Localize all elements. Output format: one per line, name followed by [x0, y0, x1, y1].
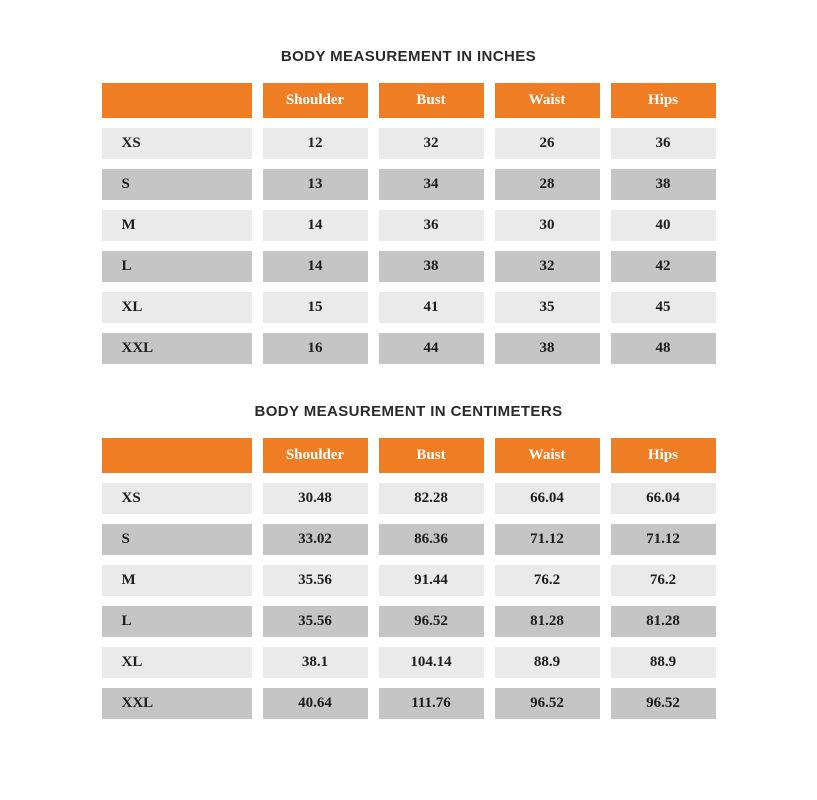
value-cell-waist: 32	[495, 251, 600, 282]
value-cell-waist: 88.9	[495, 647, 600, 678]
value-cell-bust: 91.44	[379, 565, 484, 596]
value-cell-hips: 81.28	[611, 606, 716, 637]
inches-section	[0, 48, 817, 364]
value-cell-hips: 88.9	[611, 647, 716, 678]
value-cell-waist: 35	[495, 292, 600, 323]
value-cell-hips: 66.04	[611, 483, 716, 514]
value-cell-shoulder: 40.64	[263, 688, 368, 719]
value-cell-shoulder: 38.1	[263, 647, 368, 678]
value-cell-hips: 71.12	[611, 524, 716, 555]
value-cell-bust: 44	[379, 333, 484, 364]
value-cell-hips: 76.2	[611, 565, 716, 596]
value-cell-bust: 104.14	[379, 647, 484, 678]
value-cell-shoulder: 35.56	[263, 606, 368, 637]
column-header-shoulder: Shoulder	[263, 83, 368, 118]
value-cell-hips: 48	[611, 333, 716, 364]
column-header-shoulder: Shoulder	[263, 438, 368, 473]
value-cell-waist: 26	[495, 128, 600, 159]
value-cell-shoulder: 14	[263, 251, 368, 282]
size-label-cell-m: M	[102, 210, 252, 241]
value-cell-shoulder: 12	[263, 128, 368, 159]
value-cell-shoulder: 15	[263, 292, 368, 323]
size-label-cell-m: M	[102, 565, 252, 596]
value-cell-hips: 40	[611, 210, 716, 241]
value-cell-shoulder: 14	[263, 210, 368, 241]
value-cell-hips: 45	[611, 292, 716, 323]
column-header-hips: Hips	[611, 83, 716, 118]
value-cell-waist: 96.52	[495, 688, 600, 719]
value-cell-bust: 32	[379, 128, 484, 159]
centimeters-section	[0, 403, 817, 719]
value-cell-shoulder: 35.56	[263, 565, 368, 596]
value-cell-waist: 66.04	[495, 483, 600, 514]
value-cell-bust: 82.28	[379, 483, 484, 514]
size-label-cell-l: L	[102, 251, 252, 282]
size-label-cell-xl: XL	[102, 647, 252, 678]
size-label-cell-xs: XS	[102, 128, 252, 159]
value-cell-bust: 38	[379, 251, 484, 282]
value-cell-bust: 36	[379, 210, 484, 241]
size-label-cell-xl: XL	[102, 292, 252, 323]
value-cell-bust: 111.76	[379, 688, 484, 719]
value-cell-waist: 28	[495, 169, 600, 200]
column-header-waist: Waist	[495, 438, 600, 473]
value-cell-shoulder: 30.48	[263, 483, 368, 514]
value-cell-waist: 38	[495, 333, 600, 364]
column-header-bust: Bust	[379, 83, 484, 118]
value-cell-bust: 96.52	[379, 606, 484, 637]
value-cell-waist: 76.2	[495, 565, 600, 596]
value-cell-bust: 34	[379, 169, 484, 200]
centimeters-size-table	[102, 438, 716, 719]
value-cell-bust: 86.36	[379, 524, 484, 555]
inches-size-table	[102, 83, 716, 364]
size-label-cell-s: S	[102, 524, 252, 555]
inches-section-title: BODY MEASUREMENT IN INCHES	[280, 48, 537, 65]
size-label-cell-xs: XS	[102, 483, 252, 514]
value-cell-hips: 38	[611, 169, 716, 200]
table-corner-cell	[102, 438, 252, 473]
column-header-waist: Waist	[495, 83, 600, 118]
size-label-cell-s: S	[102, 169, 252, 200]
value-cell-waist: 71.12	[495, 524, 600, 555]
value-cell-shoulder: 33.02	[263, 524, 368, 555]
value-cell-shoulder: 16	[263, 333, 368, 364]
column-header-hips: Hips	[611, 438, 716, 473]
table-corner-cell	[102, 83, 252, 118]
size-label-cell-xxl: XXL	[102, 688, 252, 719]
value-cell-hips: 36	[611, 128, 716, 159]
value-cell-waist: 81.28	[495, 606, 600, 637]
size-label-cell-l: L	[102, 606, 252, 637]
value-cell-bust: 41	[379, 292, 484, 323]
value-cell-hips: 96.52	[611, 688, 716, 719]
size-label-cell-xxl: XXL	[102, 333, 252, 364]
value-cell-waist: 30	[495, 210, 600, 241]
value-cell-shoulder: 13	[263, 169, 368, 200]
value-cell-hips: 42	[611, 251, 716, 282]
column-header-bust: Bust	[379, 438, 484, 473]
centimeters-section-title: BODY MEASUREMENT IN CENTIMETERS	[254, 403, 563, 420]
